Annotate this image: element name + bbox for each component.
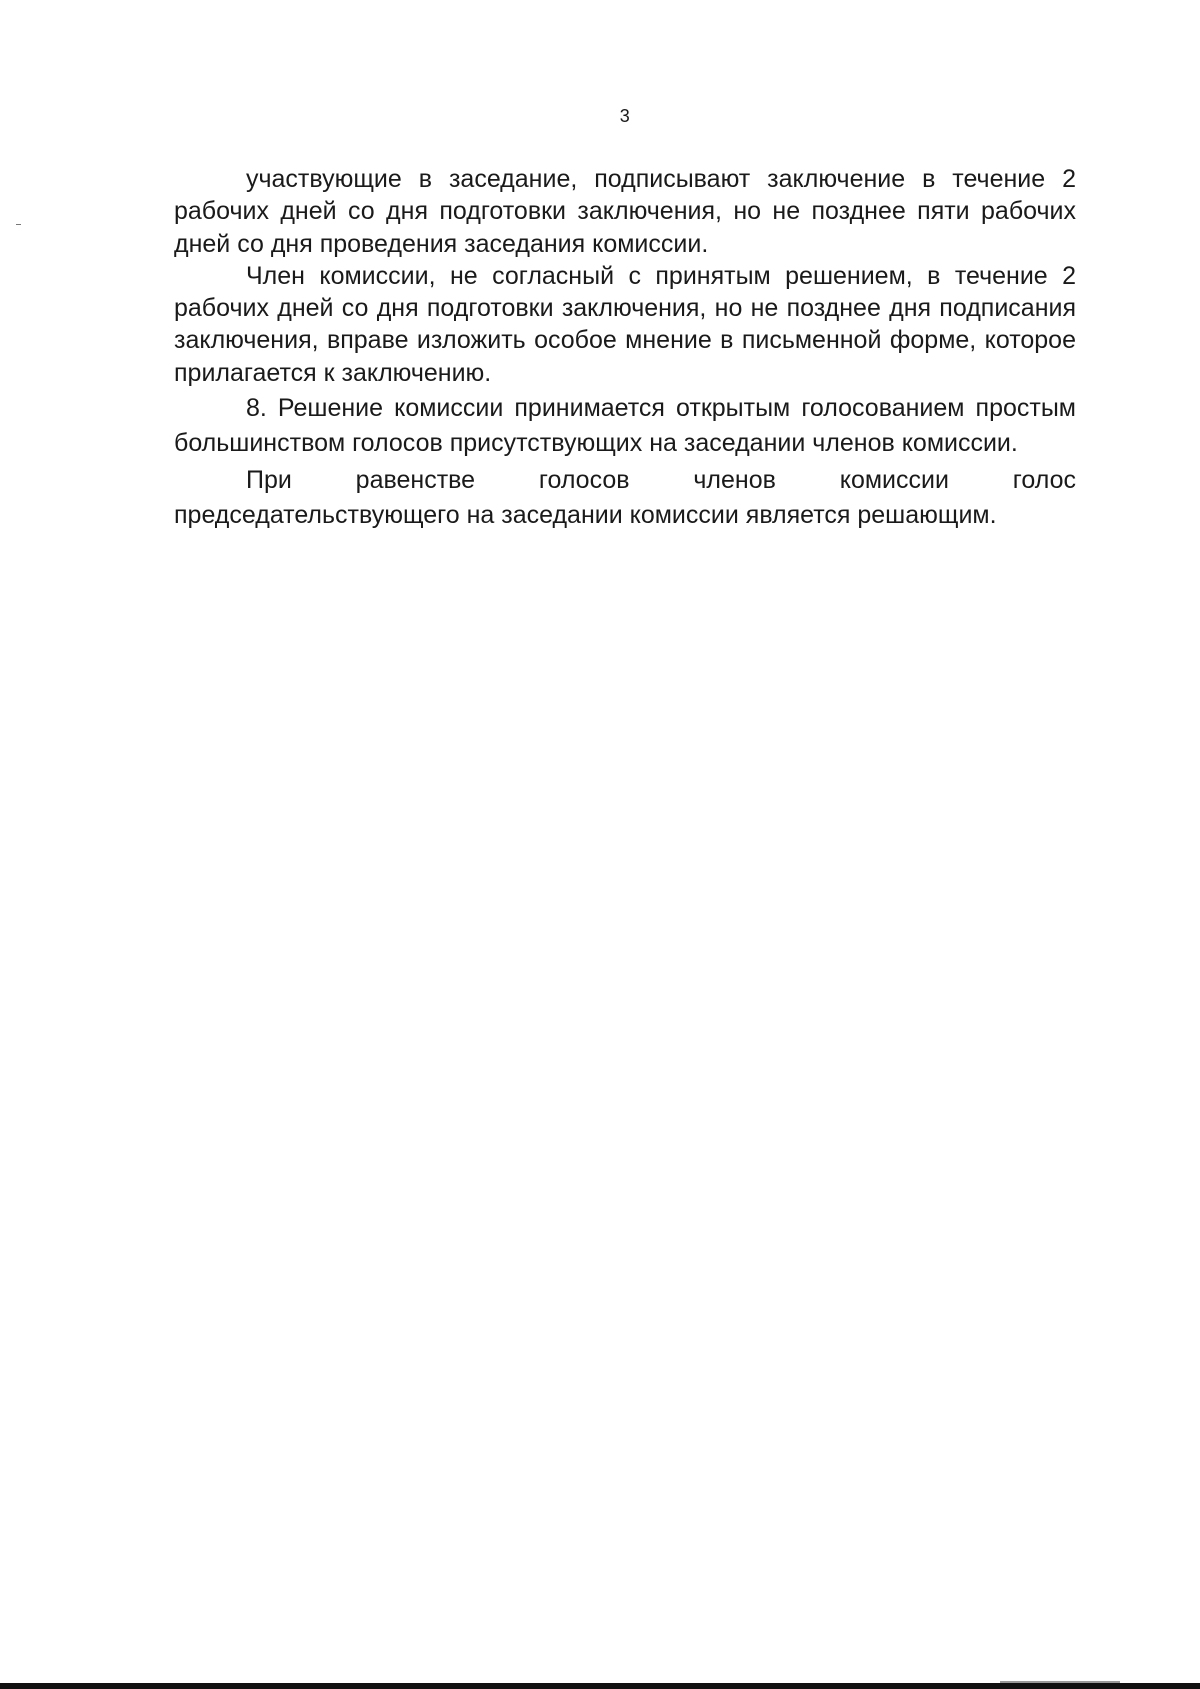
paragraph-signing-conclusion: участвующие в заседание, подписывают заключение в течение 2 рабочих дней со дня подготовки заключения, но не позднее пяти рабочих дней со дня проведения заседания комиссии.: [174, 165, 1076, 258]
paragraph-decision-voting: 8. Решение комиссии принимается открытым голосованием простым большинством голосов присутствующих на заседании членов комиссии.: [174, 394, 1076, 458]
scan-bottom-edge: [0, 1683, 1200, 1689]
paragraph-dissenting-opinion: Член комиссии, не согласный с принятым решением, в течение 2 рабочих дней со дня подготовки заключения, но не позднее дня подписания заключения, вправе изложить особое мнение в письменной форме, которое прилагается к заключению.: [174, 261, 1076, 387]
page-number: 3: [619, 106, 631, 126]
paragraph-tie-vote: При равенстве голосов членов комиссии голос председательствующего на заседании комиссии является решающим.: [174, 466, 1076, 530]
scan-margin-mark: [16, 224, 21, 225]
document-body: [174, 163, 1076, 533]
